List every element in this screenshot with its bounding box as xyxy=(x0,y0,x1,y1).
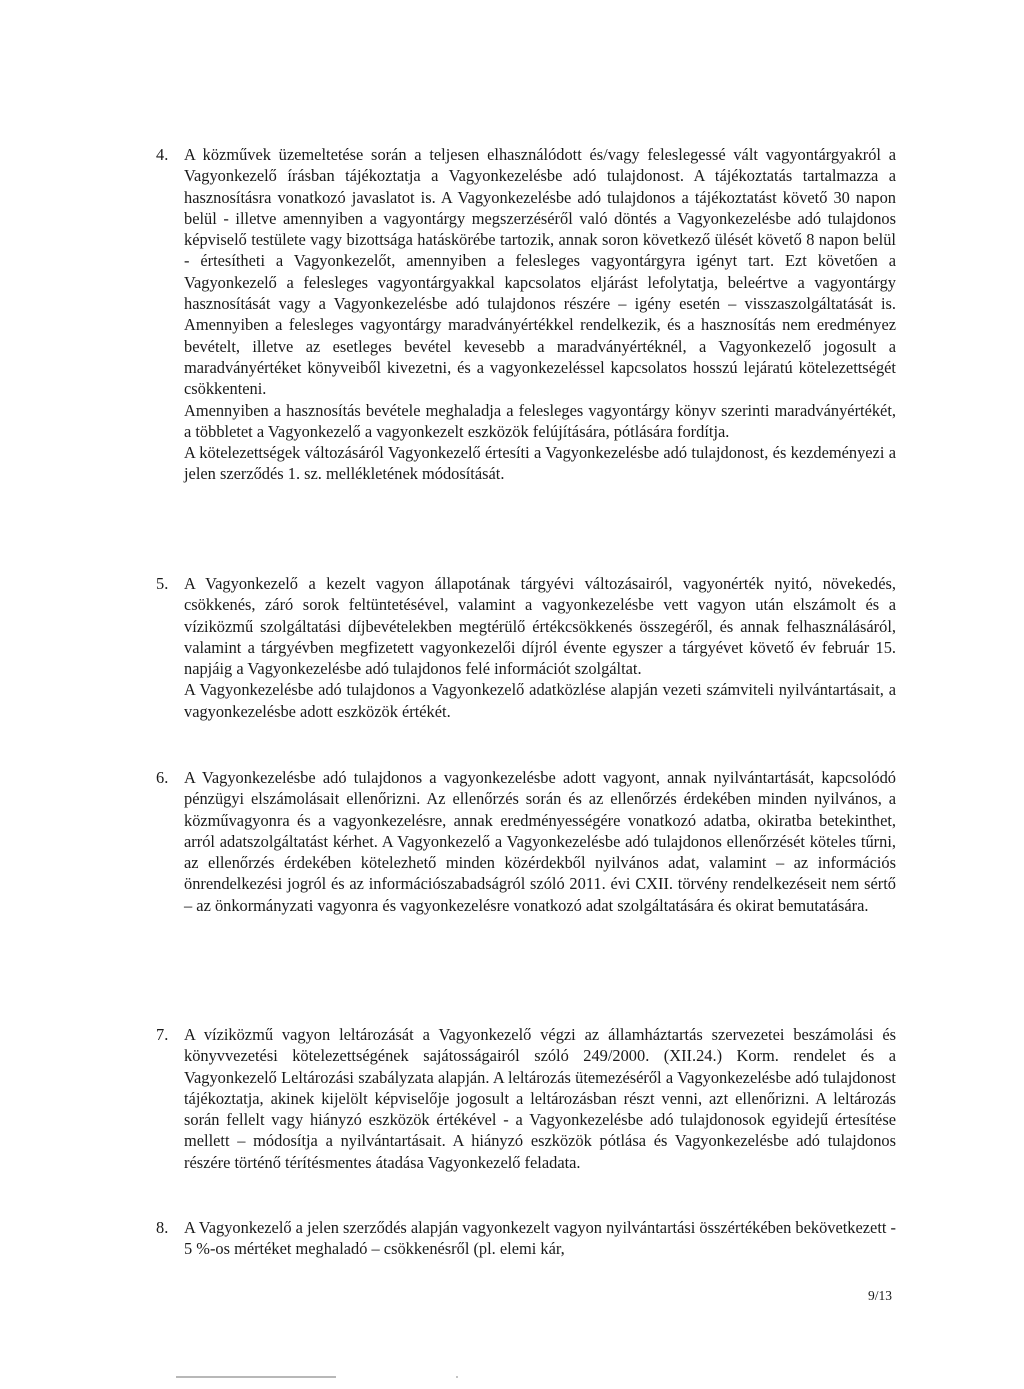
clause-body xyxy=(184,767,896,916)
clause-number: 7. xyxy=(156,1025,169,1044)
clause-paragraph: Amennyiben a hasznosítás bevétele meghaladja a felesleges vagyontárgy könyv szerinti maradványértékét, a többletet a Vagyonkezelő a vagyonkezelt eszközök felújítására, pótlására fordítja. xyxy=(184,400,896,441)
clause-body xyxy=(184,573,896,722)
clause-paragraph: A víziközmű vagyon leltározását a Vagyonkezelő végzi az államháztartás szervezetei beszámolási és könyvvezetési kötelezettségének sajátosságairól szóló 249/2000. (XII.24.) Korm. rendelet és a Vagyonkezelő Leltározási szabályzata alapján. A leltározás ütemezéséről a Vagyonkezelésbe adó tulajdonost tájékoztatja, akinek kijelölt képviselője jogosult a leltározásban részt venni, azt ellenőrizni. A leltározás során fellelt vagy hiányzó eszközök értékével - a Vagyonkezelésbe adó tulajdonosok egyidejű értesítése mellett – módosítja a nyilvántartásait. A hiányzó eszközök pótlása és Vagyonkezelésbe adó tulajdonos részére történő térítésmentes átadása Vagyonkezelő feladata. xyxy=(184,1025,896,1172)
clause-number: 4. xyxy=(156,145,169,164)
scan-artifact-line xyxy=(176,1376,336,1378)
clause-paragraph: A Vagyonkezelő a jelen szerződés alapján vagyonkezelt vagyon nyilvántartási összértékében bekövetkezett - 5 %-os mértéket meghaladó – csökkenésről (pl. elemi kár, xyxy=(184,1218,896,1259)
clause-paragraph: A Vagyonkezelő a kezelt vagyon állapotának tárgyévi változásairól, vagyonérték nyitó, növekedés, csökkenés, záró sorok feltüntetésével, valamint a vagyonkezelésbe vett vagyon után elszámolt és a víziközmű szolgáltatási díjbevételekben megtérülő értékcsökkenés összegéről, és annak felhasználásáról, valamint a tárgyévben megfizetett vagyonkezelői díjról évente egyszer a tárgyévet követő év február 15. napjáig a Vagyonkezelésbe adó tulajdonos felé információt szolgáltat. xyxy=(184,574,896,679)
clause-body xyxy=(184,1217,896,1260)
clause-number: 5. xyxy=(156,574,169,593)
clause-paragraph: A Vagyonkezelésbe adó tulajdonos a Vagyonkezelő adatközlése alapján vezeti számviteli nyilvántartásait, a vagyonkezelésbe adott eszközök értékét. xyxy=(184,680,896,721)
clause-number: 6. xyxy=(156,768,169,787)
clause-paragraph: A Vagyonkezelésbe adó tulajdonos a vagyonkezelésbe adott vagyont, annak nyilvántartását, kapcsolódó pénzügyi elszámolásait ellenőrizni. Az ellenőrzés során és az ellenőrzés érdekében minden nyilvános, a közművagyonra és a vagyonkezelésre, annak eredményességére vonatkozó adatba, okiratba betekinthet, arról adatszolgáltatást kérhet. A Vagyonkezelő a Vagyonkezelésbe adó tulajdonos ellenőrzését köteles tűrni, az ellenőrzés érdekében kötelezhető minden közérdekből nyilvános adat, valamint – az információs önrendelkezési jogról és az információszabadságról szóló 2011. évi CXII. törvény rendelkezéseit nem sértő – az önkormányzati vagyonra és vagyonkezelésre vonatkozó adat szolgáltatására és okirat bemutatására. xyxy=(184,768,896,915)
clause-body xyxy=(184,1024,896,1173)
page-number: 9/13 xyxy=(867,1288,892,1303)
clause-body xyxy=(184,144,896,485)
clause-paragraph: A közművek üzemeltetése során a teljesen elhasználódott és/vagy feleslegessé vált vagyontárgyakról a Vagyonkezelő írásban tájékoztatja a Vagyonkezelésbe adó tulajdonost. A tájékoztatás tartalmazza a hasznosításra vonatkozó javaslatot is. A Vagyonkezelésbe adó tulajdonos a tájékoztatást követő 30 napon belül - illetve amennyiben a vagyontárgy megszerzéséről való döntés a Vagyonkezelésbe adó tulajdonos képviselő testülete vagy bizottsága hatáskörébe tartozik, annak soron következő ülését követő 8 napon belül - értesítheti a Vagyonkezelőt, amennyiben a felesleges vagyontárgyra igényt tart. Ezt követően a Vagyonkezelő a felesleges vagyontárgyakkal kapcsolatos eljárást lefolytatja, beleértve a vagyontárgy hasznosítását vagy a Vagyonkezelésbe adó tulajdonos részére – igény esetén – visszaszolgáltatását is. Amennyiben a felesleges vagyontárgy maradványértékkel rendelkezik, és a hasznosítás nem eredményez bevételt, illetve az esetleges bevétel kevesebb a maradványértéknél, a Vagyonkezelő jogosult a maradványértéket könyveiből kivezetni, és a vagyonkezeléssel kapcsolatos hosszú lejáratú kötelezettségét csökkenteni. xyxy=(184,145,896,399)
clause-paragraph: A kötelezettségek változásáról Vagyonkezelő értesíti a Vagyonkezelésbe adó tulajdonost, és kezdeményezi a jelen szerződés 1. sz. mellékletének módosítását. xyxy=(184,443,896,484)
clause-number: 8. xyxy=(156,1218,169,1237)
scan-artifact-dot xyxy=(456,1376,458,1378)
